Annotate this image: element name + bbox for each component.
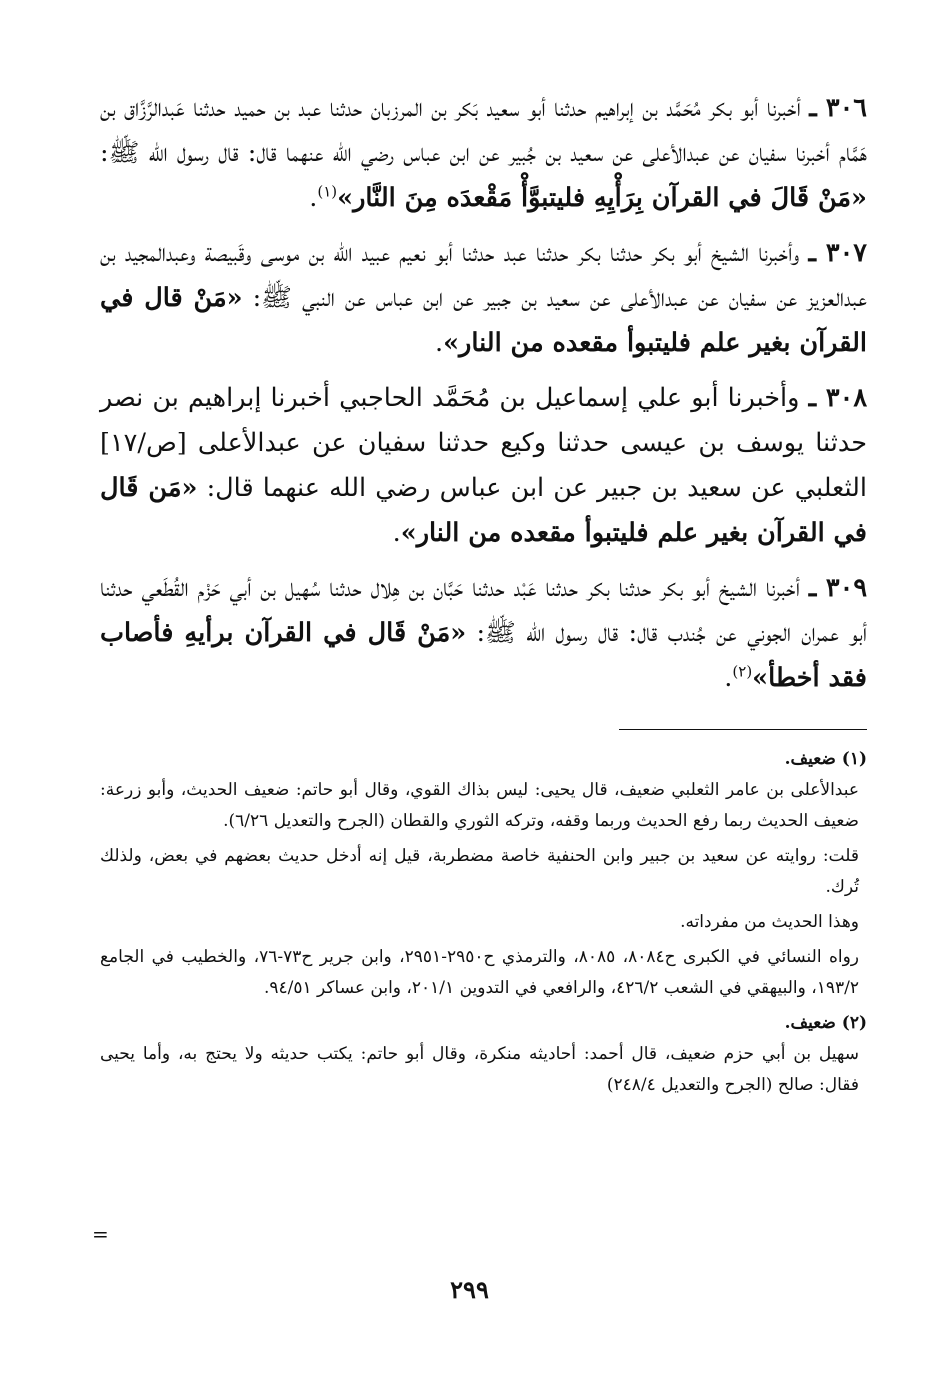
hadith-number: ٣٠٧ ـ [808,238,867,268]
footnote-ref[interactable]: (١) [317,182,338,201]
footnote-paragraph: وهذا الحديث من مفرداته. [680,912,859,932]
hadith-end: . [724,663,733,693]
footnote-1 [100,744,867,1004]
continuation-mark: = [92,1222,109,1246]
hadith-quote: «مَنْ قال في القرآن بغير علم فليتبوأ مقعده من النار» [100,283,867,358]
footnotes [100,744,867,1101]
hadith-number: ٣٠٦ ـ [809,93,867,123]
footnote-paragraph: عبدالأعلى بن عامر الثعلبي ضعيف، قال يحيى: ليس بذاك القوي، وقال أبو حاتم: ضعيف الحديث، وأبو زرعة: ضعيف الحديث ربما رفع الحديث وربما وقفه، وتركه الثوري والقطان (الجرح والتعديل ٦/٢٦). [100,780,859,831]
hadith-306 [100,86,867,221]
footnote-heading: (١) ضعيف. [784,749,867,769]
footnote-heading: (٢) ضعيف. [784,1013,867,1033]
hadith-307 [100,231,867,366]
hadith-isnad: وأخبرنا أبو علي إسماعيل بن مُحَمَّد الحاجبي أخبرنا إبراهيم بن نصر حدثنا يوسف بن عيسى حدثنا وكيع حدثنا سفيان عن عبدالأعلى [ص/١٧] الثعلبي عن سعيد بن جبير عن ابن عباس رضي الله عنهما قال: [100,383,867,503]
footnote-paragraph: رواه النسائي في الكبرى ح٨٠٨٤، ٨٠٨٥، والترمذي ح٢٩٥٠-٢٩٥١، وابن جرير ح٧٣-٧٦، والخطيب في الجامع ١٩٣/٢، والبيهقي في الشعب ٤٢٦/٢، والرافعي في التدوين ٢٠١/١، وابن عساكر ٩٤/٥١. [100,947,860,998]
hadith-308 [100,376,867,556]
hadith-end: . [392,518,401,548]
hadith-quote: «مَن قَال في القرآن بغير علم فليتبوأ مقعده من النار» [100,473,867,548]
footnote-2 [100,1008,867,1101]
hadith-end: . [434,328,444,358]
hadith-isnad: أخبرنا أبو بكر مُحَمَّد بن إبراهيم حدثنا أبو سعيد بَكر بن المرزبان حدثنا عبد بن حميد حدثنا عَبدالرَّزَّاق بن هَمَّام أخبرنا سفيان عن عبدالأعلى عن سعيد بن جُبير عن ابن عباس رضي الله عنهما قال: قال رسول الله ﷺ: [100,93,867,168]
main-text [100,86,867,701]
page-number: ٢٩٩ [450,1275,489,1304]
hadith-end: . [309,183,318,213]
footnote-separator [619,729,867,730]
hadith-309 [100,566,867,701]
footnote-paragraph: سهيل بن أبي حزم ضعيف، قال أحمد: أحاديثه منكرة، وقال أبو حاتم: يكتب حديثه ولا يحتج به، وأما يحيى فقال: صالح (الجرح والتعديل ٢٤٨/٤) [100,1044,859,1095]
footnote-paragraph: قلت: روايته عن سعيد بن جبير وابن الحنفية خاصة مضطربة، قيل إنه أدخل حديث بعضهم في بعض، ولذلك تُرك. [100,846,859,897]
hadith-isnad: وأخبرنا الشيخ أبو بكر حدثنا بكر حدثنا عبد حدثنا أبو نعيم عبيد اللّه بن موسى وقَبيصة وعبدالمجيد بن عبدالعزيز عن سفيان عن عبدالأعلى عن سعيد بن جبير عن ابن عباس عن النبي ﷺ: [100,238,867,313]
hadith-quote: «مَنْ قَالَ في القرآن بِرَأْيِهِ فليتبوَّأْ مَقْعدَه مِنَ النَّار» [337,183,867,213]
hadith-number: ٣٠٨ ـ [808,383,868,413]
hadith-quote: «مَنْ قَال في القرآن برأيهِ فأصاب فقد أخطأ» [100,618,867,693]
hadith-number: ٣٠٩ ـ [808,573,868,603]
hadith-isnad: أخبرنا الشيخ أبو بكر حدثنا بكر حدثنا عَبْد حدثنا حَبَّان بن هِلال حدثنا سُهيل بن أبي حَزْم القُطَعي حدثنا أبو عمران الجوني عن جُندب قال: قال رسول اللّه ﷺ: [100,573,867,648]
footnote-ref[interactable]: (٢) [732,662,753,681]
